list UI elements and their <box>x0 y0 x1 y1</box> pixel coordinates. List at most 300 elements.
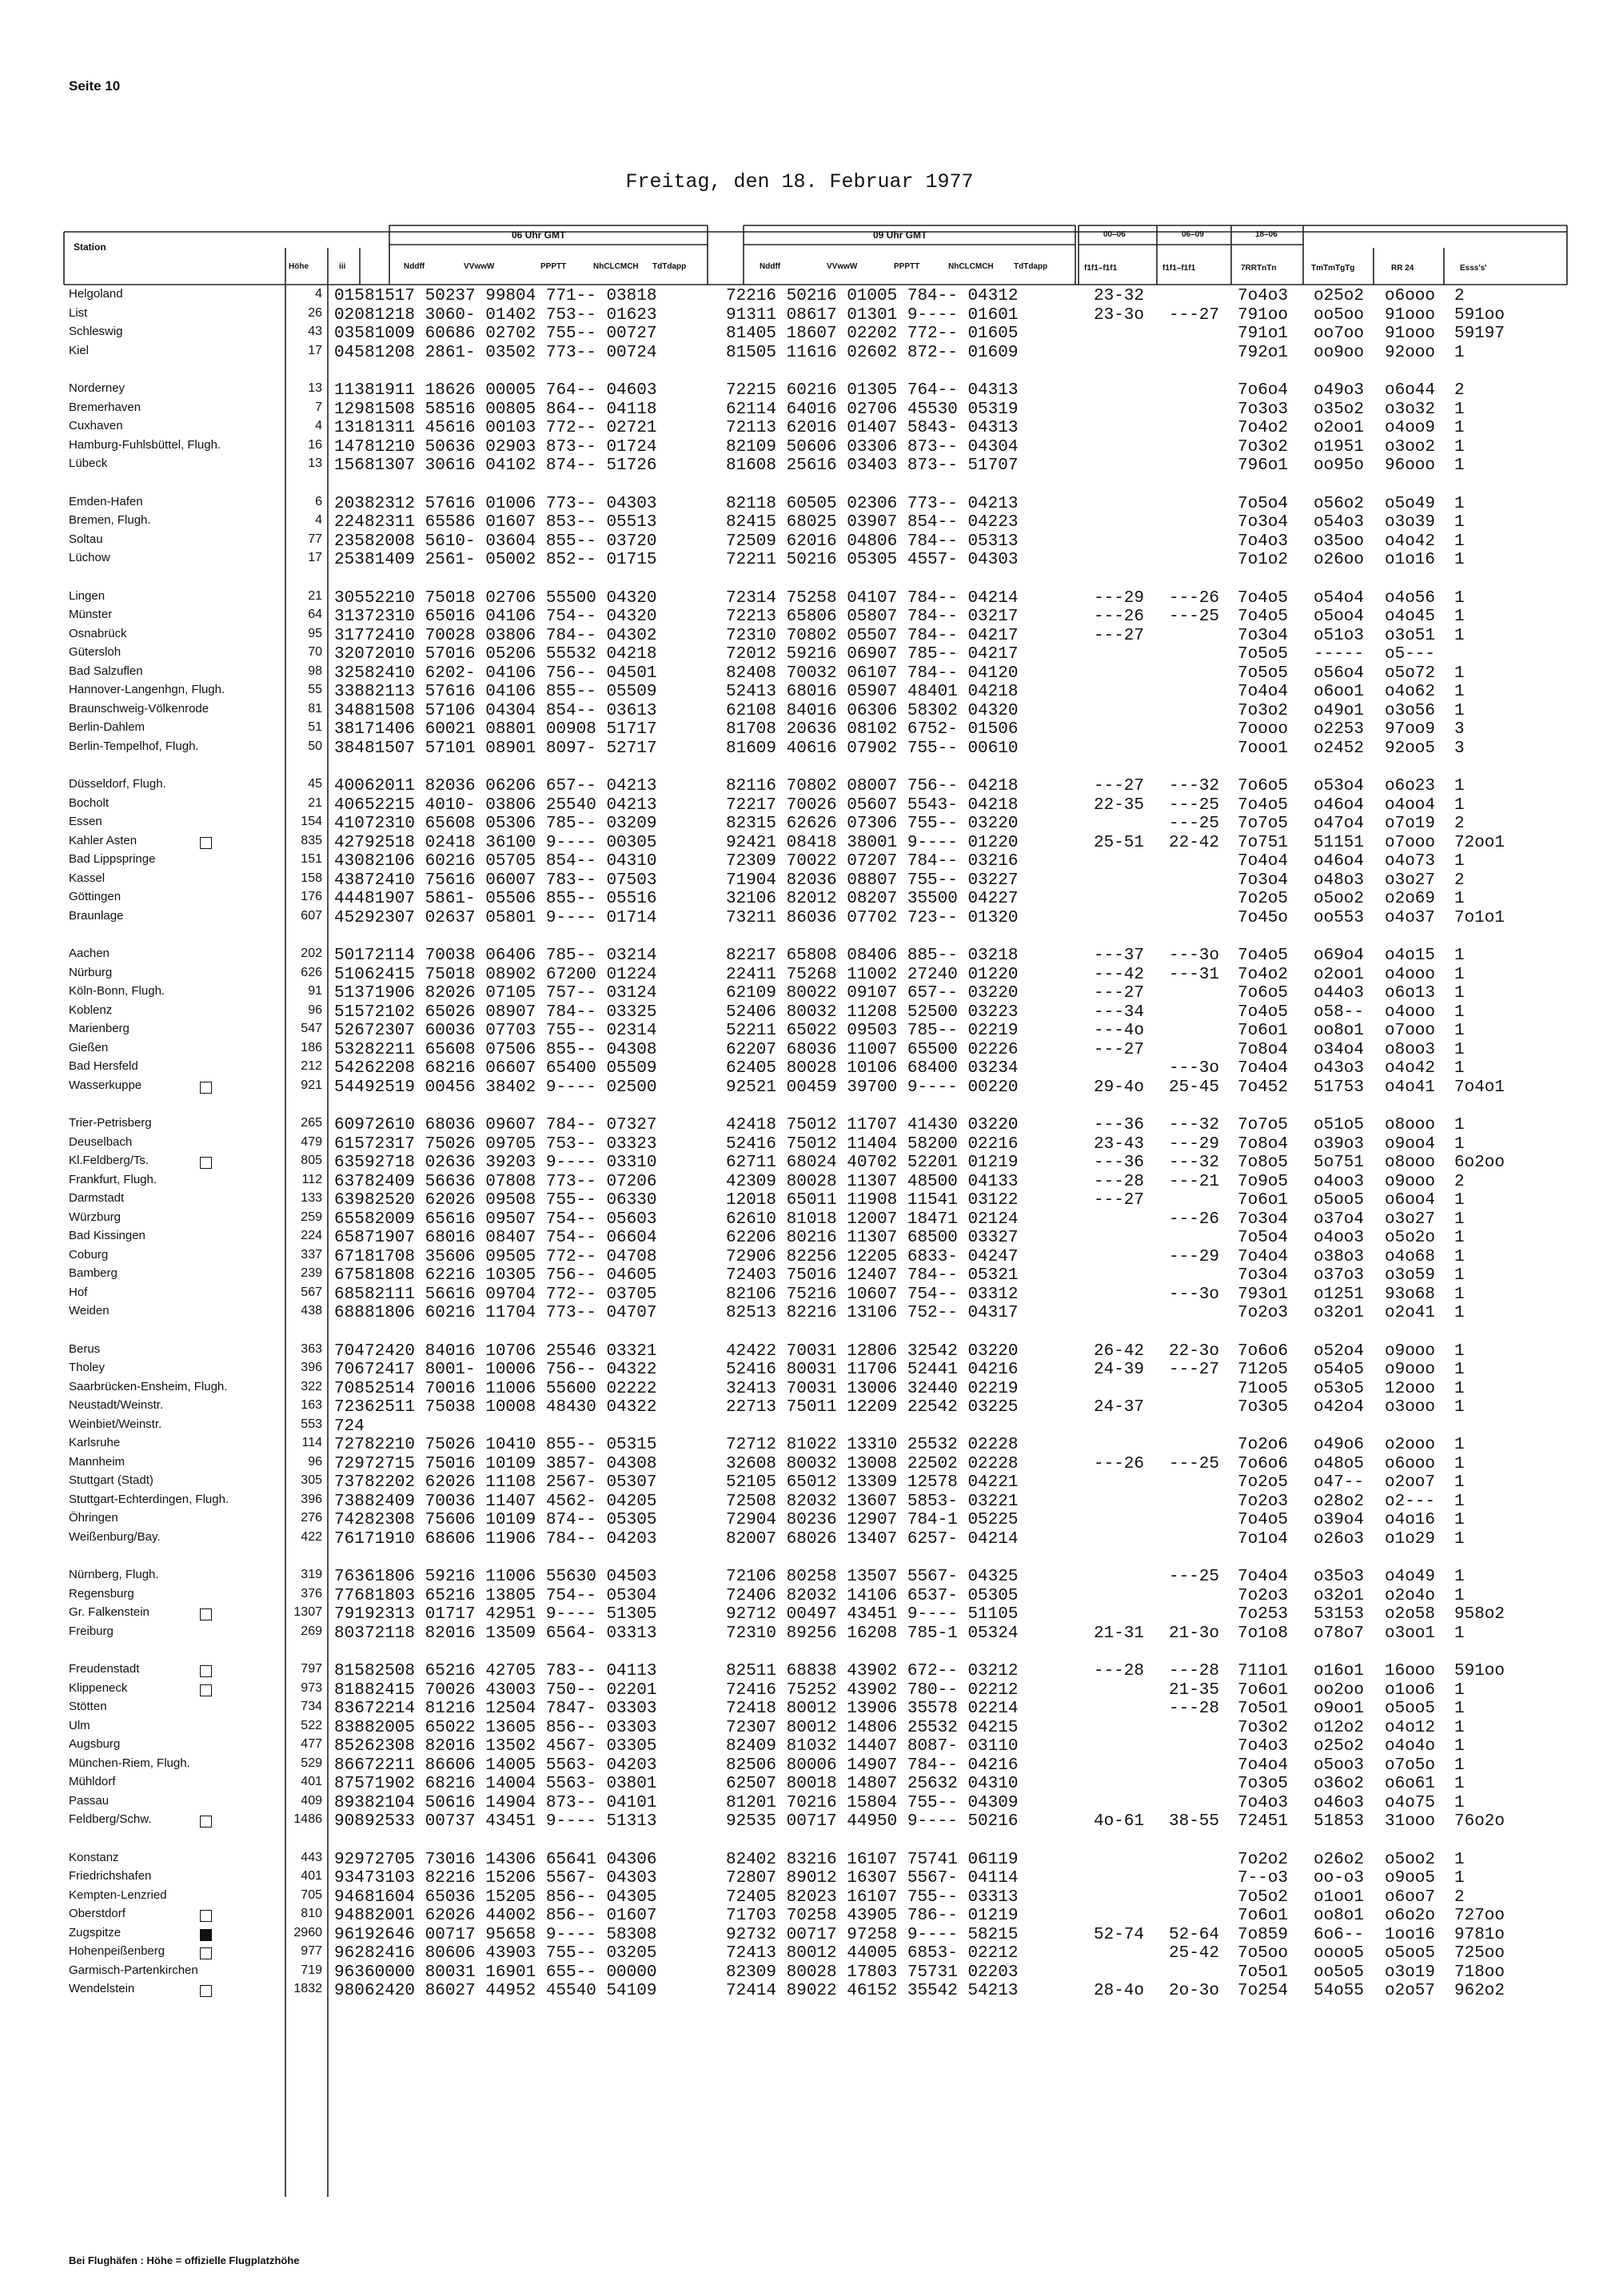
group-t: oo5oo <box>1314 305 1365 325</box>
rr-24: o4o4o <box>1385 1737 1436 1756</box>
station-height: 547 <box>301 1022 322 1035</box>
rr-24: o8ooo <box>1385 1116 1436 1134</box>
temp-06-09: 22-42 <box>1169 833 1220 852</box>
station-code: 020 <box>334 305 365 325</box>
snow-e: 1 <box>1454 1700 1465 1718</box>
temp-00-06: ---28 <box>1094 1172 1145 1191</box>
group-t: o47-- <box>1314 1473 1365 1492</box>
obs-09: 52416 80031 11706 52441 04216 <box>726 1361 1019 1379</box>
snow-e: 1 <box>1454 1022 1465 1040</box>
rr-24: o9ooo <box>1385 1172 1436 1191</box>
rr-24: 31ooo <box>1385 1812 1436 1831</box>
rr-24: o7o5o <box>1385 1756 1436 1775</box>
group-t: oo8o1 <box>1314 1022 1365 1040</box>
snow-e: 1 <box>1454 890 1465 908</box>
obs-06: 72214 81216 12504 7847- 03303 <box>365 1700 657 1718</box>
temp-06-09: 2o-3o <box>1169 1982 1220 2000</box>
group-t: o5oo3 <box>1314 1756 1365 1775</box>
station-code: 348 <box>334 701 365 720</box>
snow-e: 1 <box>1454 1492 1465 1511</box>
rr-24: o2ooo <box>1385 1436 1436 1454</box>
obs-09: 72413 80012 44005 6853- 02212 <box>726 1944 1019 1963</box>
obs-06: 72610 68036 09607 784-- 07327 <box>365 1116 657 1134</box>
snow-e: 725oo <box>1454 1944 1505 1963</box>
temp-06-09: ---21 <box>1169 1172 1220 1191</box>
obs-09: 72509 62016 04806 784-- 05313 <box>726 532 1019 551</box>
snow-e: 962o2 <box>1454 1982 1505 2000</box>
snow-e: 1 <box>1454 1568 1465 1586</box>
station-code: 838 <box>334 1718 365 1737</box>
station-height: 305 <box>301 1473 322 1487</box>
station-height: 239 <box>301 1266 322 1280</box>
station-name: Mannheim <box>69 1454 126 1469</box>
station-code: 045 <box>334 343 365 362</box>
snow-e: 3 <box>1454 739 1465 758</box>
group-7: 7o6o6 <box>1238 1454 1289 1473</box>
obs-06: 71907 68016 08407 754-- 06604 <box>365 1229 657 1247</box>
obs-09: 82109 50606 03306 873-- 04304 <box>726 437 1019 456</box>
station-name: Bad Kissingen <box>69 1229 146 1242</box>
obs-06: 72310 65608 05306 785-- 03209 <box>365 815 657 833</box>
obs-09: 72904 80236 12907 784-1 05225 <box>726 1511 1019 1529</box>
obs-06: 62415 75018 08902 67200 01224 <box>365 965 657 984</box>
obs-09: 81201 70216 15804 755-- 04309 <box>726 1793 1019 1812</box>
obs-09: 71703 70258 43905 786-- 01219 <box>726 1907 1019 1925</box>
station-height: 13 <box>308 381 322 395</box>
station-code: 427 <box>334 833 365 852</box>
obs-06: 82104 50616 14904 873-- 04101 <box>365 1793 657 1812</box>
obs-06: 81907 5861- 05506 855-- 05516 <box>365 890 657 908</box>
header-09-col-5: TdTdapp <box>1014 262 1048 271</box>
table-row <box>0 419 1599 437</box>
table-row <box>0 1210 1599 1229</box>
temp-00-06: ---34 <box>1094 1003 1145 1022</box>
square-icon <box>200 1985 212 1997</box>
obs-06: 72310 65016 04106 754-- 04320 <box>365 608 657 626</box>
square-icon <box>200 1608 212 1620</box>
station-code: 305 <box>334 588 365 608</box>
obs-09: 72712 81022 13310 25532 02228 <box>726 1436 1019 1454</box>
obs-06: 73103 82216 15206 5567- 04303 <box>365 1869 657 1887</box>
group-7: 791o1 <box>1238 325 1289 343</box>
station-height: 77 <box>308 532 322 546</box>
header-group-06: 06 Uhr GMT <box>512 229 566 241</box>
obs-09: 42422 70031 12806 32542 03220 <box>726 1341 1019 1361</box>
header-group-09: 09 Uhr GMT <box>873 229 927 241</box>
temp-00-06: ---37 <box>1094 947 1145 965</box>
obs-09: 81708 20636 08102 6752- 01506 <box>726 720 1019 739</box>
table-row <box>0 344 1599 362</box>
obs-09: 62405 80028 10106 68400 03234 <box>726 1059 1019 1078</box>
station-name: Freiburg <box>69 1624 114 1638</box>
obs-06: 82312 57616 01006 773-- 04303 <box>365 494 657 513</box>
group-t: o44o3 <box>1314 984 1365 1003</box>
obs-06: 81508 57106 04304 854-- 03613 <box>365 701 657 720</box>
group-7: 7o3o5 <box>1238 1775 1289 1793</box>
obs-09: 82409 81032 14407 8087- 03110 <box>726 1737 1019 1756</box>
station-code: 706 <box>334 1361 365 1379</box>
obs-09: 72314 75258 04107 784-- 04214 <box>726 588 1019 608</box>
header-extra-col-4: TmTmTgTg <box>1311 264 1355 273</box>
table-row <box>0 551 1599 569</box>
rr-24: 16ooo <box>1385 1662 1436 1680</box>
group-7: 7o7o5 <box>1238 1116 1289 1134</box>
station-name: Augsburg <box>69 1737 121 1751</box>
table-row <box>0 287 1599 305</box>
obs-06: 82008 5610- 03604 855-- 03720 <box>365 532 657 551</box>
group-7: 7o5o1 <box>1238 1963 1289 1982</box>
obs-06: 82210 75026 10410 855-- 05315 <box>365 1436 657 1454</box>
station-height: 13 <box>308 456 322 470</box>
group-t: o58-- <box>1314 1003 1365 1022</box>
obs-09: 81405 18607 02202 772-- 01605 <box>726 325 1019 343</box>
station-code: 655 <box>334 1210 365 1229</box>
snow-e: 1 <box>1454 1341 1465 1361</box>
station-height: 810 <box>301 1907 322 1920</box>
rr-24: o4o42 <box>1385 1059 1436 1078</box>
table-row <box>0 1851 1599 1869</box>
group-7: 7o3o2 <box>1238 701 1289 720</box>
group-t: oooo5 <box>1314 1944 1365 1963</box>
group-7: 7o5o1 <box>1238 1700 1289 1718</box>
obs-06: 81806 60216 11704 773-- 04707 <box>365 1304 657 1322</box>
table-row <box>0 720 1599 739</box>
rr-24: o2o57 <box>1385 1982 1436 2000</box>
group-7: 7o9o5 <box>1238 1172 1289 1191</box>
station-code: 875 <box>334 1775 365 1793</box>
station-code: 325 <box>334 664 365 683</box>
station-code: 803 <box>334 1624 365 1643</box>
square-icon <box>200 1082 212 1094</box>
rr-24: o5o2o <box>1385 1229 1436 1247</box>
page-number: Seite 10 <box>69 78 121 94</box>
station-height: 91 <box>308 984 322 998</box>
table-row <box>0 702 1599 720</box>
obs-09: 72106 80258 13507 5567- 04325 <box>726 1568 1019 1586</box>
temp-06-09: ---3o <box>1169 1285 1220 1304</box>
table-row <box>0 1229 1599 1247</box>
header-06-col-4: NhCLCMCH <box>593 262 639 271</box>
station-name: Stuttgart-Echterdingen, Flugh. <box>69 1492 229 1506</box>
group-t: o35o2 <box>1314 400 1365 419</box>
temp-06-09: ---26 <box>1169 588 1220 608</box>
obs-06: 52215 4010- 03806 25540 04213 <box>365 795 657 815</box>
table-row <box>0 871 1599 890</box>
obs-06: 81803 65216 13805 754-- 05304 <box>365 1586 657 1605</box>
obs-09: 72307 80012 14806 25532 04215 <box>726 1718 1019 1737</box>
snow-e: 1 <box>1454 947 1465 965</box>
table-row <box>0 1926 1599 1944</box>
obs-06: 92646 00717 95658 9---- 58308 <box>365 1925 657 1944</box>
obs-09: 92521 00459 39700 9---- 00220 <box>726 1078 1019 1097</box>
rr-24: o4o15 <box>1385 947 1436 965</box>
obs-09: 72416 75252 43902 780-- 02212 <box>726 1680 1019 1700</box>
rr-24: o6ooo <box>1385 287 1436 305</box>
obs-09: 52105 65012 13309 12578 04221 <box>726 1473 1019 1492</box>
station-height: 259 <box>301 1210 322 1224</box>
snow-e: 59197 <box>1454 325 1505 343</box>
group-t: o47o4 <box>1314 815 1365 833</box>
station-height: 322 <box>301 1379 322 1393</box>
group-7: 711o1 <box>1238 1662 1289 1680</box>
obs-09: 62207 68036 11007 65500 02226 <box>726 1040 1019 1059</box>
snow-e: 1 <box>1454 626 1465 645</box>
group-7: 793o1 <box>1238 1285 1289 1304</box>
obs-06: 82111 56616 09704 772-- 03705 <box>365 1285 657 1304</box>
station-code: 946 <box>334 1887 365 1907</box>
rr-24: o6oo7 <box>1385 1887 1436 1907</box>
rr-24: o3ooo <box>1385 1398 1436 1417</box>
station-height: 719 <box>301 1963 322 1977</box>
snow-e: 1 <box>1454 795 1465 815</box>
snow-e: 1 <box>1454 1680 1465 1700</box>
table-row <box>0 1907 1599 1925</box>
group-7: 7o2o3 <box>1238 1304 1289 1322</box>
temp-06-09: ---25 <box>1169 795 1220 815</box>
group-t: o26o3 <box>1314 1529 1365 1549</box>
station-code: 639 <box>334 1191 365 1210</box>
table-row <box>0 1041 1599 1059</box>
obs-06: 92307 02637 05801 9---- 01714 <box>365 908 657 927</box>
table-row <box>0 1775 1599 1793</box>
station-code: 637 <box>334 1172 365 1191</box>
temp-00-06: 4o-61 <box>1094 1812 1145 1831</box>
table-row <box>0 1794 1599 1812</box>
header-extra-col-6: Esss's' <box>1460 264 1487 273</box>
table-row <box>0 1059 1599 1078</box>
station-code: 980 <box>334 1982 365 2000</box>
table-row <box>0 608 1599 626</box>
station-height: 202 <box>301 947 322 960</box>
snow-e: 2 <box>1454 287 1465 305</box>
group-7: 791oo <box>1238 305 1289 325</box>
group-t: o48o3 <box>1314 871 1365 890</box>
station-height: 626 <box>301 965 322 979</box>
header-09-col-4: NhCLCMCH <box>948 262 994 271</box>
group-7: 7o5oo <box>1238 1944 1289 1963</box>
station-height: 553 <box>301 1417 322 1431</box>
rr-24: o2--- <box>1385 1492 1436 1511</box>
station-height: 55 <box>308 683 322 696</box>
station-height: 96 <box>308 1003 322 1017</box>
obs-09: 72217 70026 05607 5543- 04218 <box>726 795 1019 815</box>
station-name: Coburg <box>69 1247 109 1262</box>
station-code: 131 <box>334 419 365 437</box>
obs-09: 72508 82032 13607 5853- 03221 <box>726 1492 1019 1511</box>
obs-06: 82113 57616 04106 855-- 05509 <box>365 683 657 701</box>
obs-09: 72405 82023 16107 755-- 03313 <box>726 1887 1019 1907</box>
obs-06: 81311 45616 00103 772-- 02721 <box>365 419 657 437</box>
station-name: Düsseldorf, Flugh. <box>69 777 166 791</box>
obs-09: 82118 60505 02306 773-- 04213 <box>726 494 1019 513</box>
station-name: Hohenpeißenberg <box>69 1944 165 1958</box>
rr-24: 92oo5 <box>1385 739 1436 758</box>
obs-06: 72211 86606 14005 5563- 04203 <box>365 1756 657 1775</box>
table-row <box>0 1304 1599 1322</box>
obs-06: 82508 65216 42705 783-- 04113 <box>365 1662 657 1680</box>
obs-09: 72213 65806 05807 784-- 03217 <box>726 608 1019 626</box>
temp-06-09: 52-64 <box>1169 1925 1220 1944</box>
rr-24: o3o59 <box>1385 1266 1436 1285</box>
group-7: 7o2o2 <box>1238 1850 1289 1869</box>
rr-24: o5o72 <box>1385 664 1436 683</box>
snow-e: 7o4o1 <box>1454 1078 1505 1097</box>
station-name: Schleswig <box>69 325 123 338</box>
snow-e: 1 <box>1454 1247 1465 1266</box>
obs-06: 62511 75038 10008 48430 04322 <box>365 1398 657 1417</box>
table-row <box>0 325 1599 343</box>
station-name: Münster <box>69 608 113 621</box>
snow-e: 1 <box>1454 1134 1465 1154</box>
obs-09: 32106 82012 08207 35500 04227 <box>726 890 1019 908</box>
station-code: 156 <box>334 456 365 475</box>
group-7: 7o1o2 <box>1238 551 1289 569</box>
group-t: 53153 <box>1314 1605 1365 1624</box>
rr-24: o6o2o <box>1385 1907 1436 1925</box>
rr-24: o4ooo <box>1385 1003 1436 1022</box>
table-row <box>0 777 1599 795</box>
group-7: 7o4o3 <box>1238 287 1289 305</box>
snow-e: 1 <box>1454 1793 1465 1812</box>
obs-09: 72310 70802 05507 784-- 04217 <box>726 626 1019 645</box>
temp-06-09: ---29 <box>1169 1134 1220 1154</box>
table-row <box>0 1473 1599 1492</box>
obs-09: 73211 86036 07702 723-- 01320 <box>726 908 1019 927</box>
snow-e: 1 <box>1454 1586 1465 1605</box>
rr-24: o7o19 <box>1385 815 1436 833</box>
obs-09: 72211 50216 05305 4557- 04303 <box>726 551 1019 569</box>
rr-24: o3oo2 <box>1385 437 1436 456</box>
obs-09: 82408 70032 06107 784-- 04120 <box>726 664 1019 683</box>
station-code: 671 <box>334 1247 365 1266</box>
station-code: 893 <box>334 1793 365 1812</box>
snow-e: 1 <box>1454 1285 1465 1304</box>
temp-00-06: ---27 <box>1094 984 1145 1003</box>
group-t: o2253 <box>1314 720 1365 739</box>
temp-00-06: 52-74 <box>1094 1925 1145 1944</box>
rr-24: o9ooo <box>1385 1341 1436 1361</box>
station-code: 948 <box>334 1907 365 1925</box>
snow-e: 3 <box>1454 720 1465 739</box>
station-name: Weinbiet/Weinstr. <box>69 1417 162 1431</box>
station-name: Mühldorf <box>69 1775 116 1788</box>
station-name: Emden-Hafen <box>69 494 143 508</box>
obs-09: 71904 82036 08807 755-- 03227 <box>726 871 1019 890</box>
square-icon <box>200 1157 212 1169</box>
header-hoehe: Höhe <box>289 262 309 271</box>
station-height: 17 <box>308 551 322 564</box>
obs-06: 72420 84016 10706 25546 03321 <box>365 1341 657 1361</box>
rr-24: 97oo9 <box>1385 720 1436 739</box>
obs-06: 92533 00737 43451 9---- 51313 <box>365 1812 657 1831</box>
group-7: 7o8o4 <box>1238 1134 1289 1154</box>
group-t: o39o3 <box>1314 1134 1365 1154</box>
station-code: 761 <box>334 1529 365 1549</box>
snow-e: 1 <box>1454 1379 1465 1398</box>
group-7: 7--o3 <box>1238 1869 1289 1887</box>
station-name: Hamburg-Fuhlsbüttel, Flugh. <box>69 437 221 452</box>
snow-e: 1 <box>1454 664 1465 683</box>
header-06-col-1: Nddff <box>404 262 425 271</box>
group-7: 712o5 <box>1238 1361 1289 1379</box>
temp-00-06: 23-32 <box>1094 287 1145 305</box>
station-code: 704 <box>334 1341 365 1361</box>
obs-09: 52211 65022 09503 785-- 02219 <box>726 1022 1019 1040</box>
temp-06-09: ---32 <box>1169 1154 1220 1172</box>
table-row <box>0 1587 1599 1605</box>
rr-24: o4ooo <box>1385 965 1436 984</box>
station-height: 133 <box>301 1191 322 1205</box>
station-code: 338 <box>334 683 365 701</box>
header-06-col-5: TdTdapp <box>652 262 687 271</box>
station-name: Kahler Asten <box>69 833 138 847</box>
station-code: 791 <box>334 1605 365 1624</box>
square-icon <box>200 1665 212 1677</box>
station-code: 729 <box>334 1454 365 1473</box>
group-t: oo2oo <box>1314 1680 1365 1700</box>
snow-e: 1 <box>1454 1398 1465 1417</box>
temp-00-06: ---27 <box>1094 626 1145 645</box>
station-name: Gießen <box>69 1040 109 1054</box>
station-height: 212 <box>301 1059 322 1073</box>
group-t: o69o4 <box>1314 947 1365 965</box>
group-t: oo5o5 <box>1314 1963 1365 1982</box>
snow-e: 1 <box>1454 1737 1465 1756</box>
station-height: 401 <box>301 1869 322 1883</box>
group-7: 7o4o4 <box>1238 683 1289 701</box>
obs-06: 81307 30616 04102 874-- 51726 <box>365 456 657 475</box>
table-row <box>0 1078 1599 1097</box>
group-t: o54o5 <box>1314 1361 1365 1379</box>
station-name: Stötten <box>69 1700 107 1713</box>
obs-06: 82202 62026 11108 2567- 05307 <box>365 1473 657 1492</box>
obs-06: 82308 75606 10109 874-- 05305 <box>365 1511 657 1529</box>
group-t: o5oo2 <box>1314 890 1365 908</box>
station-height: 6 <box>315 494 322 508</box>
rr-24: o6o44 <box>1385 381 1436 400</box>
group-t: oo9oo <box>1314 343 1365 362</box>
header-extra-group-2: 06–09 <box>1182 230 1204 239</box>
group-7: 7o45o <box>1238 908 1289 927</box>
table-row <box>0 1605 1599 1624</box>
snow-e: 1 <box>1454 400 1465 419</box>
group-t: oo553 <box>1314 908 1365 927</box>
station-code: 635 <box>334 1154 365 1172</box>
group-t: 51151 <box>1314 833 1365 852</box>
station-code: 737 <box>334 1473 365 1492</box>
square-icon <box>200 837 212 849</box>
station-name: Frankfurt, Flugh. <box>69 1172 158 1186</box>
station-name: Kl.Feldberg/Ts. <box>69 1154 150 1167</box>
obs-06: 82001 62026 44002 856-- 01607 <box>365 1907 657 1925</box>
station-name: Saarbrücken-Ensheim, Flugh. <box>69 1379 228 1393</box>
snow-e: 1 <box>1454 1624 1465 1643</box>
group-t: o37o4 <box>1314 1210 1365 1229</box>
group-7: 7o452 <box>1238 1078 1289 1097</box>
obs-06: 72410 70028 03806 784-- 04302 <box>365 626 657 645</box>
temp-00-06: ---27 <box>1094 1191 1145 1210</box>
temp-06-09: 38-55 <box>1169 1812 1220 1831</box>
group-7: 7o4o4 <box>1238 1059 1289 1078</box>
group-7: 7o5o2 <box>1238 1887 1289 1907</box>
station-code: 852 <box>334 1737 365 1756</box>
table-row <box>0 1436 1599 1454</box>
temp-00-06: 23-43 <box>1094 1134 1145 1154</box>
obs-09: 62108 84016 06306 58302 04320 <box>726 701 1019 720</box>
obs-06: 82409 56636 07808 773-- 07206 <box>365 1172 657 1191</box>
station-height: 337 <box>301 1247 322 1262</box>
square-icon <box>200 1947 212 1959</box>
